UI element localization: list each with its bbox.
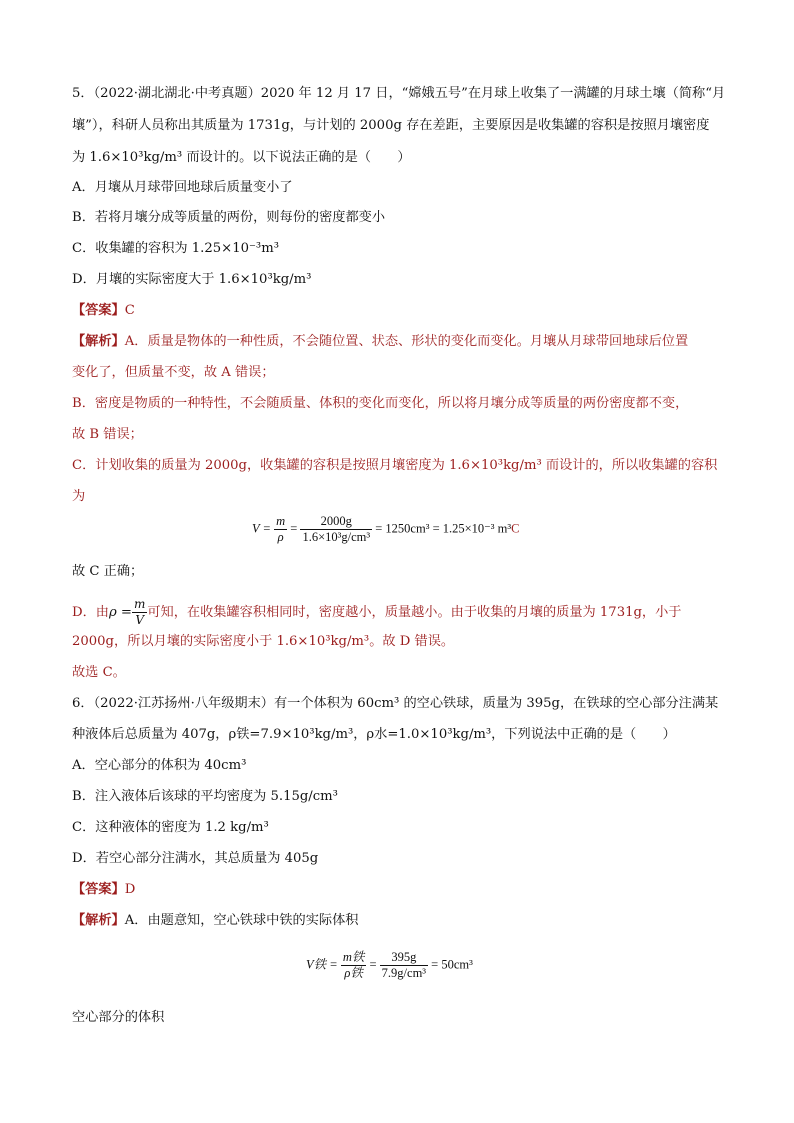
q5-option-b: B．若将月壤分成等质量的两份，则每份的密度都变小 [72,210,386,225]
answer-value: C [124,303,135,318]
formula-rhs: = 1250cm³ = 1.25×10⁻³ m³ [375,521,512,536]
analysis-text: A．质量是物体的一种性质，不会随位置、状态、形状的变化而变化。月壤从月球带回地球后位置 [124,334,689,349]
q5-stem-line-3: 为 1.6×10³kg/m³ 而设计的。以下说法正确的是（ ） [72,150,411,165]
analysis-tag: 【解析】 [72,334,125,349]
q6-stem-line-2: 种液体后总质量为 407g，ρ铁=7.9×10³kg/m³，ρ水=1.0×10³kg/m³，下列说法中正确的是（ ） [72,727,676,742]
answer-tag: 【答案】 [72,882,125,897]
fraction-m-over-rho: $\frac{\text{m铁}}{\text{ρ铁}}$ [342,950,365,980]
q6-option-c: C．这种液体的密度为 1.2 kg/m³ [72,820,269,835]
q5-analysis-b-line-2: 故 B 错误； [72,427,143,442]
formula-lhs: V铁 = [306,957,338,972]
q5-analysis-d-line-2: 2000g，所以月壤的实际密度小于 1.6×10³kg/m³。故 D 错误。 [72,634,455,649]
fraction-m-over-rho: $\frac{m}{\rho}$ [276,514,286,544]
fraction-values: $\frac{395g}{\text{7.9g/cm³}}$ [381,950,427,980]
q5-choose: 故选 C。 [72,665,126,680]
q5-analysis-d-line-1: D．由ρ = $\frac{m}{V}$ 可知，在收集罐容积相同时，密度越小，质量越小。由于收集的月壤的质量为 1731g，小于 [72,597,682,627]
q5-option-d: D．月壤的实际密度大于 1.6×10³kg/m³ [72,272,312,287]
q6-option-b: B．注入液体后该球的平均密度为 5.15g/cm³ [72,789,338,804]
q5-stem-line-1: 5．（2022·湖北湖北·中考真题）2020 年 12 月 17 日，“嫦娥五号”在月球上收集了一满罐的月球土壤（简称“月 [72,86,726,101]
q6-hollow-volume-label: 空心部分的体积 [72,1010,165,1025]
q6-answer-row [72,880,732,900]
q5-answer-row [72,301,732,321]
answer-tag: 【答案】 [72,303,125,318]
fraction-m-over-v: $\frac{m}{V}$ [133,597,146,627]
formula-lhs: V = [252,521,271,536]
answer-value: D [124,882,136,897]
formula-rhs: = 50cm³ [431,957,473,972]
q6-option-d: D．若空心部分注满水，其总质量为 405g [72,851,319,866]
q6-analysis-a-line-1: 【解析】A．由题意知，空心铁球中铁的实际体积 [72,913,359,928]
analysis-tag: 【解析】 [72,913,125,928]
iron-volume-formula: V铁 = $\frac{\text{m铁}}{\text{ρ铁}}$ = $\frac{395g}{\text{7.9g/cm³}}$ = 50cm³ [306,950,473,980]
q5-analysis-b-line-1: B．密度是物质的一种特性，不会随质量、体积的变化而变化，所以将月壤分成等质量的两份密度都不变， [72,396,689,411]
q5-option-c: C．收集罐的容积为 1.25×10⁻³m³ [72,241,280,256]
q5-analysis-c-line-1: C．计划收集的质量为 2000g，收集罐的容积是按照月壤密度为 1.6×10³kg/m³ 而设计的，所以收集罐的容积 [72,458,718,473]
q5-analysis-c-line-2: 为 [72,489,86,504]
q6-option-a: A．空心部分的体积为 40cm³ [72,758,247,773]
q5-analysis-a-line-2: 变化了，但质量不变，故 A 错误； [72,365,275,380]
q6-stem-line-1: 6．（2022·江苏扬州·八年级期末）有一个体积为 60cm³ 的空心铁球，质量为 395g，在铁球的空心部分注满某 [72,696,719,711]
formula-tail: C [511,521,520,536]
fraction-values: $\frac{2000g}{\text{1.6×10³g/cm³}}$ [302,514,371,544]
q5-stem-line-2: 壤”），科研人员称出其质量为 1731g，与计划的 2000g 存在差距，主要原因是收集罐的容积是按照月壤密度 [72,118,710,133]
volume-formula: V = $\frac{m}{\rho}$ = $\frac{2000g}{\text{1.6×10³g/cm³}}$ = 1250cm³ = 1.25×10⁻³ m³C [252,514,520,544]
q5-option-a: A．月壤从月球带回地球后质量变小了 [72,180,293,195]
q5-analysis-a-line-1 [72,332,732,352]
q5-analysis-c-conclusion: 故 C 正确； [72,564,144,579]
